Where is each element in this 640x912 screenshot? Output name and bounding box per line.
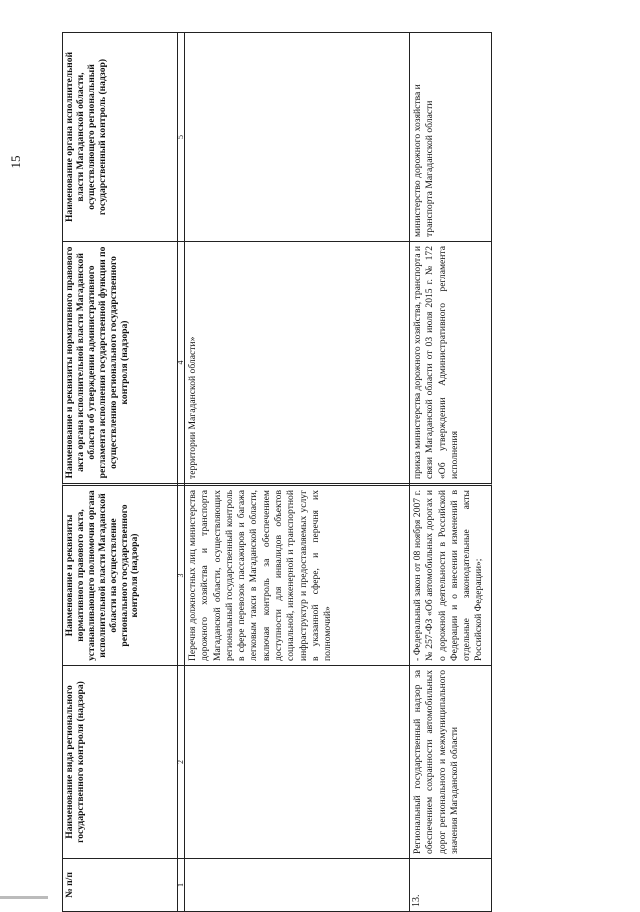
col-number-4: 4 xyxy=(177,241,185,484)
header-control-body: Наименование органа исполнительной власти Магаданской области, осуществляющего региональный государственный контроль (надзор) xyxy=(62,32,178,242)
rotated-table-page xyxy=(62,32,492,912)
col-number-1: 1 xyxy=(177,858,185,912)
regulation-table xyxy=(62,32,492,912)
prev-row-number xyxy=(184,858,410,912)
col-number-3: 3 xyxy=(177,483,185,666)
row-13-number: 13. xyxy=(409,858,492,912)
prev-row-control-type xyxy=(184,665,410,859)
row-13-control-type: Региональный государственный надзор за обеспечением сохранности автомобильных дорог регионального и межмуниципального значения Магаданской области xyxy=(409,665,492,859)
col-number-2: 2 xyxy=(177,665,185,859)
header-regulation-act: Наименование и реквизиты нормативного правового акта органа исполнительной власти Магаданской области об утверждении административного регламента исполнения государственной функции по осуществлению регионального государственного контроля (надзора) xyxy=(62,241,178,484)
prev-row-regulation-act: территории Магаданской области» xyxy=(184,241,410,484)
header-control-type: Наименование вида регионального государственного контроля (надзора) xyxy=(62,665,178,859)
scan-artifact xyxy=(0,896,48,899)
prev-row-authority-act: Перечня должностных лиц министерства дорожного хозяйства и транспорта Магаданской области, осуществляющих региональный государственный контроль в сфере перевозок пассажиров и багажа легковым такси в Магаданской области, включая контроль за обеспечением доступности для инвалидов объектов социальной, инженерной и транспортной инфраструктур и предоставляемых услуг в указанной сфере, и перечня их полномочий» xyxy=(184,483,410,666)
row-13-regulation-act: приказ министерства дорожного хозяйства, транспорта и связи Магаданской области от 03 июля 2015 г. № 172 «Об утверждении Административного регламента исполнения xyxy=(409,241,492,484)
row-13-authority-act: - Федеральный закон от 08 ноября 2007 г. № 257-ФЗ «Об автомобильных дорогах и о дорожной деятельности в Российской Федерации и о внесении изменений в отдельные законодательные акты Российской Федерации»; xyxy=(409,483,492,666)
header-authority-act: Наименование и реквизиты нормативного правового акта, устанавливающего полномочия органа исполнительной власти Магаданской области на осуществление регионального государственного контроля (надзора) xyxy=(62,483,178,666)
prev-row-control-body xyxy=(184,32,410,242)
col-number-5: 5 xyxy=(177,32,185,242)
header-number: № п/п xyxy=(62,858,178,912)
row-13-control-body: министерство дорожного хозяйства и транспорта Магаданской области xyxy=(409,32,492,242)
